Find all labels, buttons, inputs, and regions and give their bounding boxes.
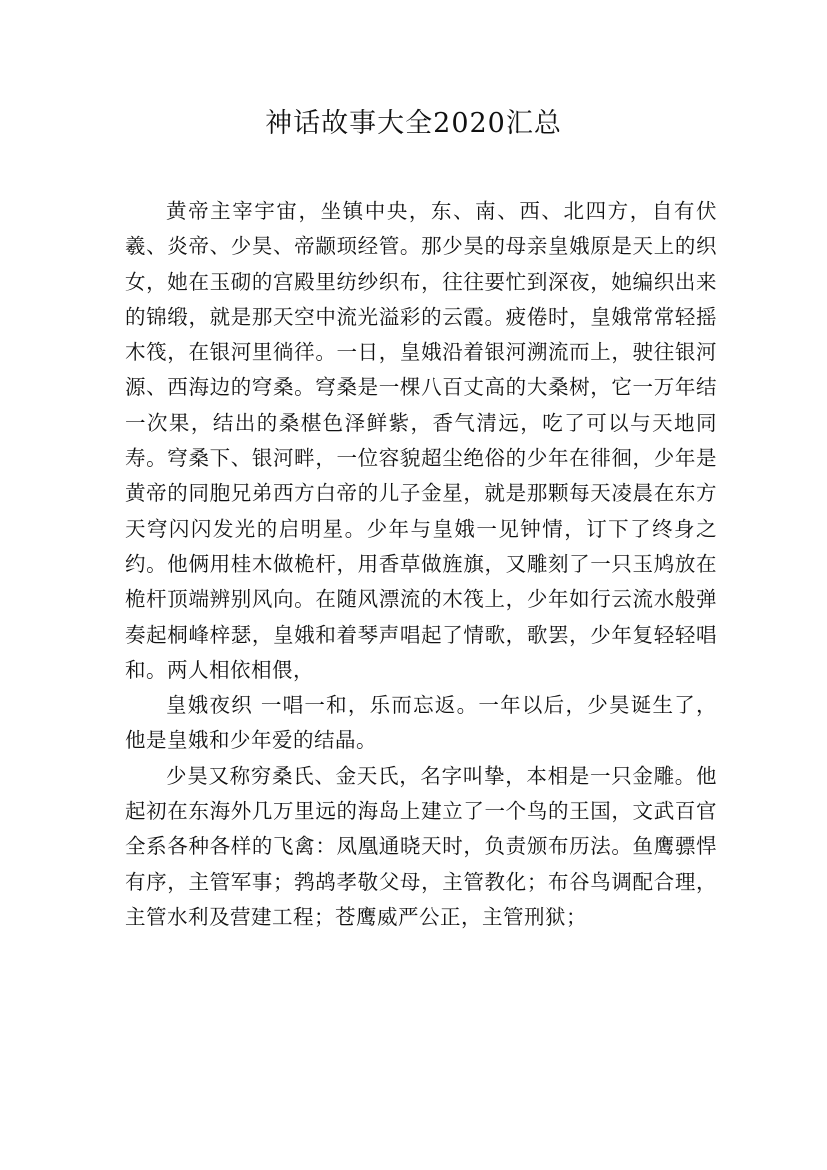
paragraph: 黄帝主宰宇宙，坐镇中央，东、南、西、北四方，自有伏羲、炎帝、少昊、帝颛顼经管。那少昊的母亲皇娥原是天上的织女，她在玉砌的宫殿里纺纱织布，往往要忙到深夜，她编织出来的锦缎，就是那天空中流光溢彩的云霞。疲倦时，皇娥常常轻摇木筏，在银河里徜徉。一日，皇娥沿着银河溯流而上，驶往银河源、西海边的穹桑。穹桑是一棵八百丈高的大桑树，它一万年结一次果，结出的桑椹色泽鲜紫，香气清远，吃了可以与天地同寿。穹桑下、银河畔，一位容貌超尘绝俗的少年在徘徊，少年是黄帝的同胞兄弟西方白帝的儿子金星，就是那颗每天凌晨在东方天穹闪闪发光的启明星。少年与皇娥一见钟情，订下了终身之约。他俩用桂木做桅杆，用香草做旌旗，又雕刻了一只玉鸠放在桅杆顶端辨别风向。在随风漂流的木筏上，少年如行云流水般弹奏起桐峰梓瑟，皇娥和着琴声唱起了情歌，歌罢，少年复轻轻唱和。两人相依相偎， — [125, 199, 717, 682]
document-title: 神话故事大全2020汇总 — [265, 108, 562, 139]
document-body — [125, 194, 717, 935]
paragraph: 少昊又称穷桑氏、金天氏，名字叫挚，本相是一只金雕。他起初在东海外几万里远的海岛上建立了一个鸟的王国，文武百官全系各种各样的飞禽：凤凰通晓天时，负责颁布历法。鱼鹰骠悍有序，主管军事；鹁鸪孝敬父母，主管教化；布谷鸟调配合理，主管水利及营建工程；苍鹰威严公正，主管刑狱； — [125, 763, 717, 929]
paragraph: 皇娥夜织 一唱一和，乐而忘返。一年以后，少昊诞生了，他是皇娥和少年爱的结晶。 — [125, 693, 717, 753]
